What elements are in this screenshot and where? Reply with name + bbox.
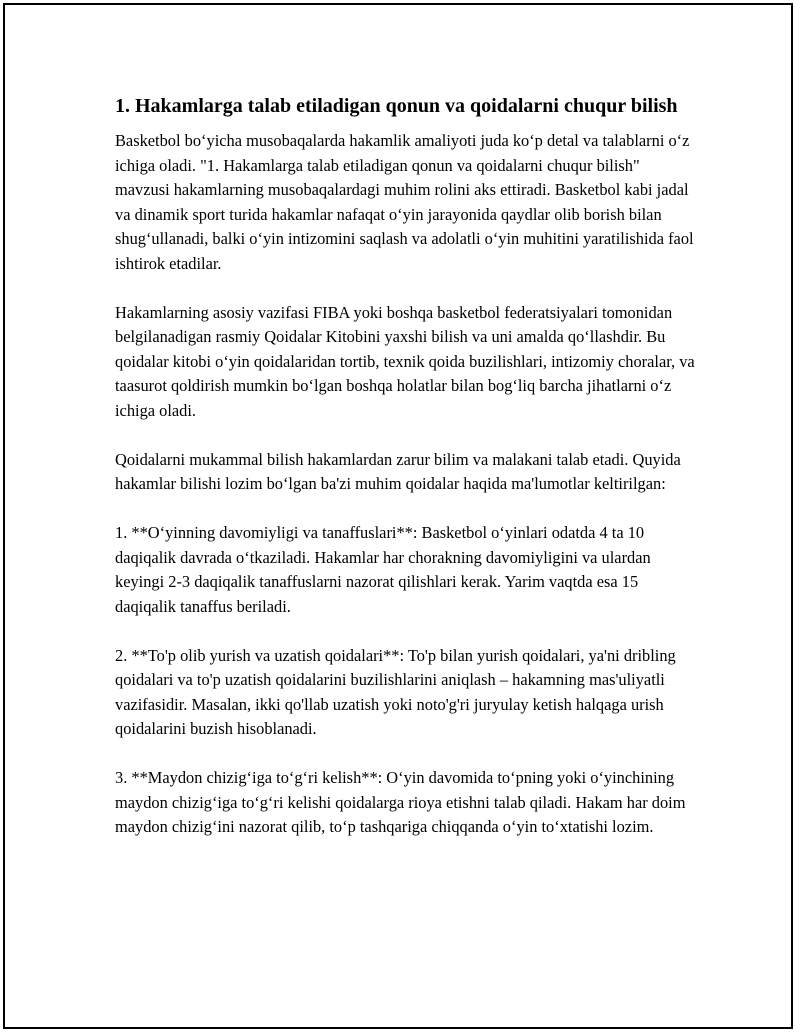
list-item-dribbling-passing: 2. **To'p olib yurish va uzatish qoidalari**: To'p bilan yurish qoidalari, ya'ni dribling qoidalari va to'p uzatish qoidalarini buzilishlarini aniqlash – hakamning mas'uliyatli vazifasidir. Masalan, ikki qo'llab uzatish yoki noto'g'ri juryulay ketish halqaga urish qoidalarini buzish hisoblanadi.: [115, 645, 676, 738]
paragraph-rules-intro: Qoidalarni mukammal bilish hakamlardan zarur bilim va malakani talab etadi. Quyida hakamlar bilishi lozim bo‘lgan ba'zi muhim qoidalar haqida ma'lumotlar keltirilgan:: [115, 449, 681, 493]
list-item-court-lines: 3. **Maydon chizig‘iga to‘g‘ri kelish**: O‘yin davomida to‘pning yoki o‘yinchining maydon chizig‘iga to‘g‘ri kelishi qoidalarga rioya etishni talab qiladi. Hakam har doim maydon chizig‘ini nazorat qilib, to‘p tashqariga chiqqanda o‘yin to‘xtatishi lozim.: [115, 768, 686, 836]
document-body: [115, 92, 695, 864]
paragraph-intro: Basketbol bo‘yicha musobaqalarda hakamlik amaliyoti juda ko‘p detal va talablarni o‘z ichiga oladi. "1. Hakamlarga talab etiladigan qonun va qoidalarni chuqur bilish" mavzusi hakamlarning musobaqalardagi muhim rolini aks ettiradi. Basketbol kabi jadal va dinamik sport turida hakamlar nafaqat o‘yin jarayonida qaydlar olib borish bilan shug‘ullanadi, balki o‘yin intizomini saqlash va adolatli o‘yin muhitini yaratilishida faol ishtirok etadilar.: [115, 131, 694, 273]
list-item-game-duration: 1. **O‘yinning davomiyligi va tanaffuslari**: Basketbol o‘yinlari odatda 4 ta 10 daqiqalik davrada o‘tkaziladi. Hakamlar har chorakning davomiyligini va ulardan keyingi 2-3 daqiqalik tanaffuslarni nazorat qilishlari kerak. Yarim vaqtda esa 15 daqiqalik tanaffus beriladi.: [115, 523, 651, 616]
section-heading: 1. Hakamlarga talab etiladigan qonun va qoidalarni chuqur bilish: [115, 95, 678, 117]
paragraph-duties: Hakamlarning asosiy vazifasi FIBA yoki boshqa basketbol federatsiyalari tomonidan belgilanadigan rasmiy Qoidalar Kitobini yaxshi bilish va uni amalda qo‘llashdir. Bu qoidalar kitobi o‘yin qoidalaridan tortib, texnik qoida buzilishlari, intizomiy choralar, va taasurot qoldirish mumkin bo‘lgan boshqa holatlar bilan bog‘liq barcha jihatlarni o‘z ichiga oladi.: [115, 302, 695, 420]
